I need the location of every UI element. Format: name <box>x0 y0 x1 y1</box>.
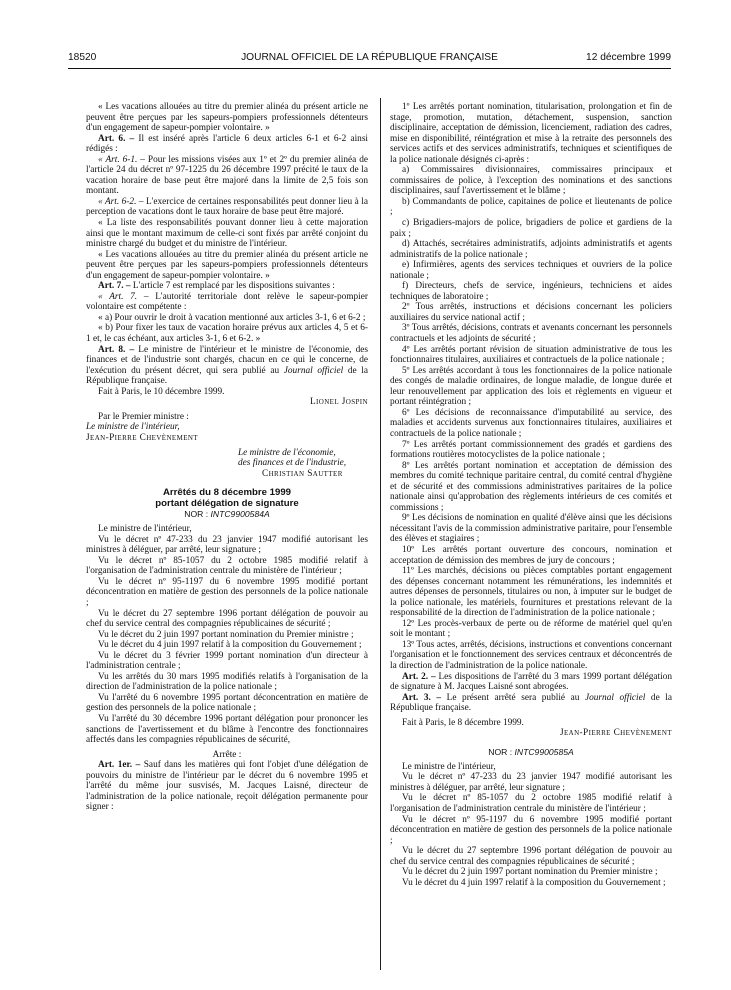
nor-reference <box>86 509 368 520</box>
visa: Vu le décret nº 47-233 du 23 janvier 1947 modifié autorisant les ministres à déléguer, par arrêté, leur signature ; <box>86 534 368 556</box>
visa: Vu les arrêtés du 30 mars 1995 modifiés relatifs à l'organisation de la direction de l'administration de la police nationale ; <box>86 671 368 693</box>
article-label: « Art. 6-2. <box>98 196 137 207</box>
list-item: a) Commissaires divisionnaires, commissaires principaux et commissaires de police, à l'exception des nominations et des sanctions disciplinaires, sauf l'avertissement et le blâme ; <box>390 165 672 197</box>
article-6-1 <box>86 155 368 197</box>
visa: Vu le décret du 27 septembre 1996 portant délégation de pouvoir au chef du service central des compagnies républicaines de sécurité ; <box>390 846 672 867</box>
list-item: 5º Les arrêtés accordant à tous les fonctionnaires de la police nationale des congés de maladie ordinaires, de longue maladie, de longue durée et leur renouvellement par application des lois et règlements en vigueur et portant réintégration ; <box>390 365 672 408</box>
list-item: 10º Les arrêtés portant ouverture des concours, nomination et acceptation de démission des membres de jury de concours ; <box>390 544 672 566</box>
column-divider <box>380 98 381 970</box>
visa: Vu le décret nº 85-1057 du 2 octobre 1985 modifié relatif à l'organisation de l'administration centrale du ministère de l'intérieur ; <box>86 555 368 577</box>
item-a: « a) Pour ouvrir le droit à vacation mentionné aux articles 3-1, 6 et 6-2 ; <box>98 312 366 323</box>
list-item: 1º Les arrêtés portant nomination, titularisation, prolongation et fin de stage, promotion, mutation, détachement, suspension, sanction disciplinaire, acceptation de démission, licenciement, radiation des cadres, mise en disponibilité, réintégration et mise à la retraite des personnels des services actifs et des services administratifs, techniques et scientifiques de la police nationale désignés ci-après : <box>390 102 672 165</box>
list-item: 4º Les arrêtés portant révision de situation administrative de tous les fonctionnaires titulaires, auxiliaires et contractuels de la police nationale ; <box>390 344 672 366</box>
decree-title: Arrêtés du 8 décembre 1999 <box>163 487 291 499</box>
visa: Vu l'arrêté du 30 décembre 1996 portant délégation pour prononcer les sanctions de l'avertissement et du blâme à l'encontre des fonctionnaires affectés dans les compagnies républicaines de sécurité, <box>86 713 368 746</box>
list-item: 8º Les arrêtés portant nomination et acceptation de démission des membres du comité technique paritaire central, du comité central d'hygiène et de sécurité et des commissions administratives paritaires de la police nationale ainsi qu'approbation des règlements intérieurs de ces comités et commissions ; <box>390 460 672 513</box>
left-column <box>86 102 368 813</box>
article-text: – L'autorité territoriale dont relève le sapeur-pompier volontaire est compétente : <box>86 291 368 313</box>
list-item: 7º Les arrêtés portant commissionnement des gradés et gardiens des formations routières motocyclistes de la police nationale ; <box>390 439 672 461</box>
fait-a-paris: Fait à Paris, le 8 décembre 1999. <box>402 717 524 728</box>
visa: Vu le décret du 2 juin 1997 portant nomination du Premier ministre ; <box>402 867 658 878</box>
nor-code: INTC9900584A <box>210 509 270 520</box>
decree-subtitle: portant délégation de signature <box>155 498 299 510</box>
minister-interior-title: Le ministre de l'intérieur, <box>86 422 180 433</box>
visa: Vu le décret du 2 juin 1997 portant nomination du Premier ministre ; <box>98 629 354 640</box>
nor-label: NOR : <box>488 746 513 757</box>
list-item: 9º Les décisions de nomination en qualité d'élève ainsi que les décisions nécessitant l'avis de la commission administrative paritaire, pour l'ensemble des élèves et stagiaires ; <box>390 513 672 545</box>
paragraph: « Les vacations allouées au titre du premier alinéa du présent article ne peuvent être perçues par les sapeurs-pompiers professionnels détenteurs d'un engagement de sapeur-pompier volontaire. » <box>86 102 368 134</box>
journal-ref: Journal officiel <box>283 365 344 376</box>
article-text: Le présent arrêté sera publié au <box>446 692 580 703</box>
minister-intro: Le ministre de l'intérieur, <box>402 761 496 772</box>
list-item: f) Directeurs, chefs de service, ingénieurs, techniciens et aides techniques de laboratoire ; <box>390 281 672 302</box>
minister-intro: Le ministre de l'intérieur, <box>98 524 192 535</box>
visa: Vu le décret nº 95-1197 du 6 novembre 1995 modifié portant déconcentration en matière de gestion des personnels de la police nationale ; <box>86 576 368 608</box>
article-text: de la République française. <box>390 692 672 714</box>
article-text: Il est inséré après l'article 6 deux articles 6-1 et 6-2 ainsi rédigés : <box>86 133 369 155</box>
article-3 <box>390 693 672 714</box>
fait-a-paris: Fait à Paris, le 10 décembre 1999. <box>98 386 225 397</box>
article-label: « Art. 6-1. <box>98 154 138 165</box>
article-text: Sauf dans les matières qui font l'objet d'une délégation de pouvoirs du ministre de l'intérieur par le décret du 6 novembre 1995 et l'arrêté du même jour susvisés, M. Jacques Laisné, directeur de l'administration de la police nationale, reçoit délégation permanente pour signer : <box>86 760 369 813</box>
journal-title: JOURNAL OFFICIEL DE LA RÉPUBLIQUE FRANÇAISE <box>241 52 498 63</box>
visa: Vu le décret du 4 juin 1997 relatif à la composition du Gouvernement ; <box>98 640 362 651</box>
item-b: « b) Pour fixer les taux de vacation horaire prévus aux articles 4, 5 et 6-1 et, le cas échéant, aux articles 3-1, 6 et 6-2. » <box>86 323 368 345</box>
visa: Vu le décret du 27 septembre 1996 portant délégation de pouvoir au chef du service central des compagnies républicaines de sécurité ; <box>86 608 368 630</box>
list-item: e) Infirmières, agents des services techniques et ouvriers de la police nationale ; <box>390 260 672 281</box>
visa: Vu le décret du 4 juin 1997 relatif à la composition du Gouvernement ; <box>402 877 666 888</box>
signature-interior: Jean-Pierre Chevènement <box>559 728 672 739</box>
list-item: 11º Les marchés, décisions ou pièces comptables portant engagement des dépenses concernant notamment les rémunérations, les indemnités et autres dépenses de personnels, titulaires ou non, à imputer sur le budget de la police nationale, les matériels, fournitures et prestations relevant de la responsabilité de la direction de l'administration de la police nationale ; <box>390 566 672 619</box>
visa: Vu l'arrêté du 6 novembre 1995 portant déconcentration en matière de gestion des personnels de la police nationale ; <box>86 692 368 714</box>
article-7 <box>86 281 368 292</box>
article-6-2 <box>86 197 368 218</box>
article-text: de la République française. <box>86 365 369 387</box>
par-premier-ministre: Par le Premier ministre : <box>98 411 189 422</box>
article-text: L'article 7 est remplacé par les dispositions suivantes : <box>132 281 335 292</box>
list-item: 13º Tous actes, arrêtés, décisions, instructions et conventions concernant l'organisation et le fonctionnement des services centraux et déconcentrés de la direction de l'administration de la police nationale. <box>390 639 672 671</box>
article-label: « Art. 7. <box>98 291 138 302</box>
visa: Vu le décret nº 95-1197 du 6 novembre 1995 modifié portant déconcentration en matière de gestion des personnels de la police nationale ; <box>390 814 672 846</box>
list-item: 3º Tous arrêtés, décisions, contrats et avenants concernant les personnels contractuels et les adjoints de sécurité ; <box>390 323 672 345</box>
signature-interior: Jean-Pierre Chevènement <box>86 432 199 443</box>
nor-reference <box>390 747 672 758</box>
issue-date: 12 décembre 1999 <box>586 52 671 63</box>
list-item: 2º Tous arrêtés, instructions et décisions concernant les policiers auxiliaires du service national actif ; <box>390 302 672 323</box>
list-item: 6º Les décisions de reconnaissance d'imputabilité au service, des maladies et accidents survenus aux fonctionnaires titulaires, auxiliaires et contractuels de la police nationale ; <box>390 407 672 439</box>
journal-ref: Journal officiel <box>585 692 646 703</box>
article-text: – Pour les missions visées aux 1º et 2º du premier alinéa de l'article 24 du décret nº 97-1225 du 26 décembre 1997 précité le taux de la vacation horaire de base peut être majoré dans la limite de 2,5 fois son montant. <box>86 154 368 197</box>
signature-pm: Lionel Jospin <box>309 397 368 408</box>
list-item: d) Attachés, secrétaires administratifs, adjoints administratifs et agents administratifs de la police nationale ; <box>390 239 672 260</box>
list-item: 12º Les procès-verbaux de perte ou de réforme de matériel quel qu'en soit le montant ; <box>390 618 672 640</box>
article-1 <box>86 760 368 813</box>
article-7-quote <box>86 292 368 313</box>
arrete-heading: Arrête : <box>212 749 242 760</box>
article-text: – L'exercice de certaines responsabilités peut donner lieu à la perception de vacations dont le taux horaire de base peut être majoré. <box>86 196 368 218</box>
article-label: Art. 7. – <box>98 281 131 292</box>
article-label: Art. 6. – <box>98 133 135 144</box>
visa: Vu le décret nº 85-1057 du 2 octobre 1985 modifié relatif à l'organisation de l'administration centrale du ministère de l'intérieur ; <box>390 793 672 814</box>
list-item: b) Commandants de police, capitaines de police et lieutenants de police ; <box>390 196 672 218</box>
article-label: Art. 2. – <box>402 671 436 682</box>
right-column <box>390 102 672 888</box>
signature-economy: Christian Sautter <box>262 468 343 479</box>
article-8 <box>86 345 368 387</box>
article-6 <box>86 134 368 155</box>
article-text: Le ministre de l'intérieur et le ministre de l'économie, des finances et de l'industrie sont chargés, chacun en ce qui le concerne, de l'exécution du présent décret, qui sera publié au <box>86 344 369 376</box>
article-label: Art. 8. – <box>98 344 135 355</box>
article-label: Art. 3. – <box>402 692 442 703</box>
paragraph: « La liste des responsabilités pouvant donner lieu à cette majoration ainsi que le montant maximum de celle-ci sont fixés par arrêté conjoint du ministre chargé du budget et du ministre de l'intérieur. <box>86 218 368 250</box>
paragraph: « Les vacations allouées au titre du premier alinéa du présent article ne peuvent être perçues par les sapeurs-pompiers professionnels détenteurs d'un engagement de sapeur-pompier volontaire. » <box>86 249 368 281</box>
article-label: Art. 1er. – <box>98 760 141 771</box>
nor-code: INTC9900585A <box>514 746 574 757</box>
header-rule <box>68 68 671 69</box>
visa: Vu le décret du 3 février 1999 portant nomination d'un directeur à l'administration centrale ; <box>86 650 368 672</box>
article-2 <box>390 672 672 693</box>
minister-economy-title-2: des finances et de l'industrie, <box>238 458 347 469</box>
nor-label: NOR : <box>184 509 209 520</box>
page-header <box>68 52 671 68</box>
minister-economy-title-1: Le ministre de l'économie, <box>238 447 336 458</box>
list-item: c) Brigadiers-majors de police, brigadiers de police et gardiens de la paix ; <box>390 218 672 239</box>
page-number: 18520 <box>68 52 97 63</box>
article-text: Les dispositions de l'arrêté du 3 mars 1999 portant délégation de signature à M. Jacques Laisné sont abrogées. <box>390 671 673 693</box>
visa: Vu le décret nº 47-233 du 23 janvier 1947 modifié autorisant les ministres à déléguer, par arrêté, leur signature ; <box>390 772 672 793</box>
